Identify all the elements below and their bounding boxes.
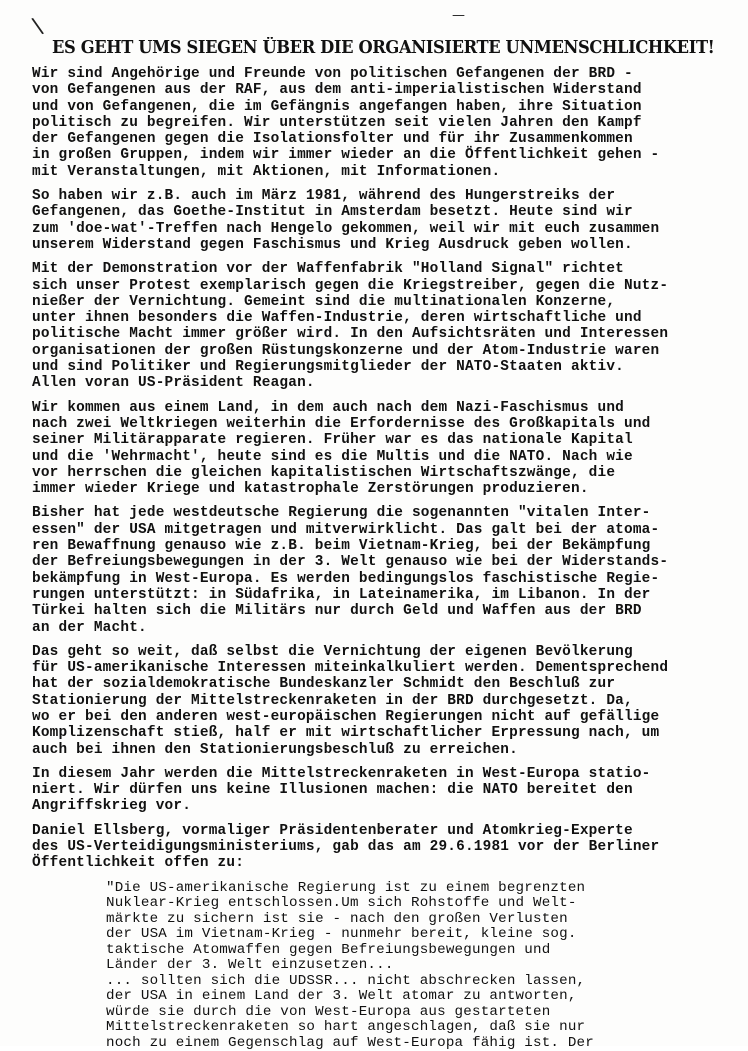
text-line: seiner Militärapparate regieren. Früher war es das nationale Kapital — [32, 432, 633, 449]
headline: ES GEHT UMS SIEGEN ÜBER DIE ORGANISIERTE UNMENSCHLICHKEIT! — [52, 38, 715, 58]
quotation-block — [106, 880, 732, 1051]
text-line: und die 'Wehrmacht', heute sind es die Multis und die NATO. Nach wie — [32, 448, 633, 465]
text-line: zum 'doe-wat'-Treffen nach Hengelo gekommen, weil wir mit euch zusammen — [32, 220, 660, 237]
quote-line: märkte zu sichern ist sie - nach den großen Verlusten — [106, 910, 568, 927]
text-line: und von Gefangenen, die im Gefängnis angefangen haben, ihre Situation — [32, 98, 642, 115]
text-line: Mit der Demonstration vor der Waffenfabrik "Holland Signal" richtet — [32, 261, 624, 278]
document-body — [32, 66, 732, 1050]
text-line: Allen voran US-Präsident Reagan. — [32, 375, 315, 392]
text-line: Komplizenschaft stieß, half er mit wirtschaftlicher Erpressung nach, um — [32, 725, 660, 742]
text-line: wo er bei den anderen west-europäischen Regierungen nicht auf gefällige — [32, 708, 660, 725]
paragraph — [32, 261, 732, 391]
text-line: Gefangenen, das Goethe-Institut in Amsterdam besetzt. Heute sind wir — [32, 204, 633, 221]
paragraph — [32, 644, 732, 758]
quote-line: taktische Atomwaffen gegen Befreiungsbewegungen und — [106, 941, 551, 958]
text-line: Öffentlichkeit offen zu: — [32, 855, 245, 872]
quote-line: der USA im Vietnam-Krieg - nunmehr bereit, kleine sog. — [106, 926, 577, 943]
text-line: essen" der USA mitgetragen und mitverwirklicht. Das galt bei der atoma- — [32, 521, 660, 538]
quote-line: Nuklear-Krieg entschlossen.Um sich Rohstoffe und Welt- — [106, 895, 577, 912]
text-line: nach zwei Weltkriegen weiterhin die Erfordernisse des Großkapitals und — [32, 415, 651, 432]
text-line: hat der sozialdemokratische Bundeskanzler Schmidt den Beschluß zur — [32, 676, 616, 693]
text-line: auch bei ihnen den Stationierungsbeschluß zu erreichen. — [32, 741, 518, 758]
text-line: So haben wir z.B. auch im März 1981, während des Hungerstreiks der — [32, 188, 616, 205]
quote-line: noch zu einem Gegenschlag auf West-Europa fähig ist. Der — [106, 1034, 594, 1051]
text-line: In diesem Jahr werden die Mittelstreckenraketen in West-Europa statio- — [32, 765, 651, 782]
paragraph — [32, 823, 732, 872]
text-line: nießer der Vernichtung. Gemeint sind die multinationalen Konzerne, — [32, 293, 616, 310]
text-line: des US-Verteidigungsministeriums, gab das am 29.6.1981 vor der Berliner — [32, 839, 660, 856]
paragraph — [32, 505, 732, 635]
quote-line: ... sollten sich die UDSSR... nicht abschrecken lassen, — [106, 972, 586, 989]
text-line: Angriffskrieg vor. — [32, 798, 192, 815]
paragraph — [32, 400, 732, 498]
quote-line: würde sie durch die von West-Europa aus gestarteten — [106, 1003, 551, 1020]
text-line: für US-amerikanische Interessen miteinkalkuliert werden. Dementsprechend — [32, 660, 669, 677]
paragraph — [32, 766, 732, 815]
text-line: Stationierung der Mittelstreckenraketen in der BRD durchgesetzt. Da, — [32, 692, 633, 709]
paragraph — [32, 188, 732, 253]
text-line: und sind Politiker und Regierungsmitglieder der NATO-Staaten aktiv. — [32, 359, 624, 376]
text-line: Daniel Ellsberg, vormaliger Präsidentenberater und Atomkrieg-Experte — [32, 822, 633, 839]
margin-mark: \ — [30, 13, 46, 40]
text-line: sich unser Protest exemplarisch gegen die Kriegstreiber, gegen die Nutz- — [32, 277, 669, 294]
quote-line: der USA in einem Land der 3. Welt atomar zu antworten, — [106, 988, 577, 1005]
text-line: politisch zu begreifen. Wir unterstützen seit vielen Jahren den Kampf — [32, 114, 642, 131]
text-line: vor herrschen die gleichen kapitalistischen Wirtschaftszwänge, die — [32, 464, 616, 481]
text-line: politische Macht immer größer wird. In den Aufsichtsräten und Interessen — [32, 326, 669, 343]
text-line: unter ihnen besonders die Waffen-Industrie, deren wirtschaftliche und — [32, 310, 642, 327]
text-line: ren Bewaffnung genauso wie z.B. beim Vietnam-Krieg, bei der Bekämpfung — [32, 538, 651, 555]
text-line: in großen Gruppen, indem wir immer wieder an die Öffentlichkeit gehen - — [32, 147, 660, 164]
text-line: immer wieder Kriege und katastrophale Zerstörungen produzieren. — [32, 481, 589, 498]
text-line: Bisher hat jede westdeutsche Regierung die sogenannten "vitalen Inter- — [32, 505, 651, 522]
text-line: organisationen der großen Rüstungskonzerne und der Atom-Industrie waren — [32, 342, 660, 359]
paragraph — [32, 66, 732, 180]
text-line: der Befreiungsbewegungen in der 3. Welt genauso wie bei der Widerstands- — [32, 554, 669, 571]
text-line: Wir kommen aus einem Land, in dem auch nach dem Nazi-Faschismus und — [32, 399, 624, 416]
text-line: an der Macht. — [32, 619, 147, 636]
quote-line: Mittelstreckenraketen so hart angeschlagen, daß sie nur — [106, 1019, 586, 1036]
quote-line: Länder der 3. Welt einzusetzen... — [106, 957, 394, 974]
text-line: unserem Widerstand gegen Faschismus und Krieg Ausdruck geben wollen. — [32, 236, 633, 253]
text-line: niert. Wir dürfen uns keine Illusionen machen: die NATO bereitet den — [32, 782, 633, 799]
text-line: Das geht so weit, daß selbst die Vernichtung der eigenen Bevölkerung — [32, 643, 633, 660]
text-line: der Gefangenen gegen die Isolationsfolter und für ihr Zusammenkommen — [32, 131, 633, 148]
text-line: von Gefangenen aus der RAF, aus dem anti-imperialistischen Widerstand — [32, 82, 642, 99]
text-line: Türkei halten sich die Militärs nur durch Geld und Waffen aus der BRD — [32, 603, 642, 620]
text-line: rungen unterstützt: in Südafrika, in Lateinamerika, im Libanon. In der — [32, 586, 651, 603]
quote-line: "Die US-amerikanische Regierung ist zu einem begrenzten — [106, 879, 586, 896]
text-line: mit Veranstaltungen, mit Aktionen, mit Informationen. — [32, 163, 501, 180]
top-dash-mark: — — [452, 8, 465, 23]
text-line: bekämpfung in West-Europa. Es werden bedingungslos faschistische Regie- — [32, 570, 660, 587]
text-line: Wir sind Angehörige und Freunde von politischen Gefangenen der BRD - — [32, 66, 633, 82]
